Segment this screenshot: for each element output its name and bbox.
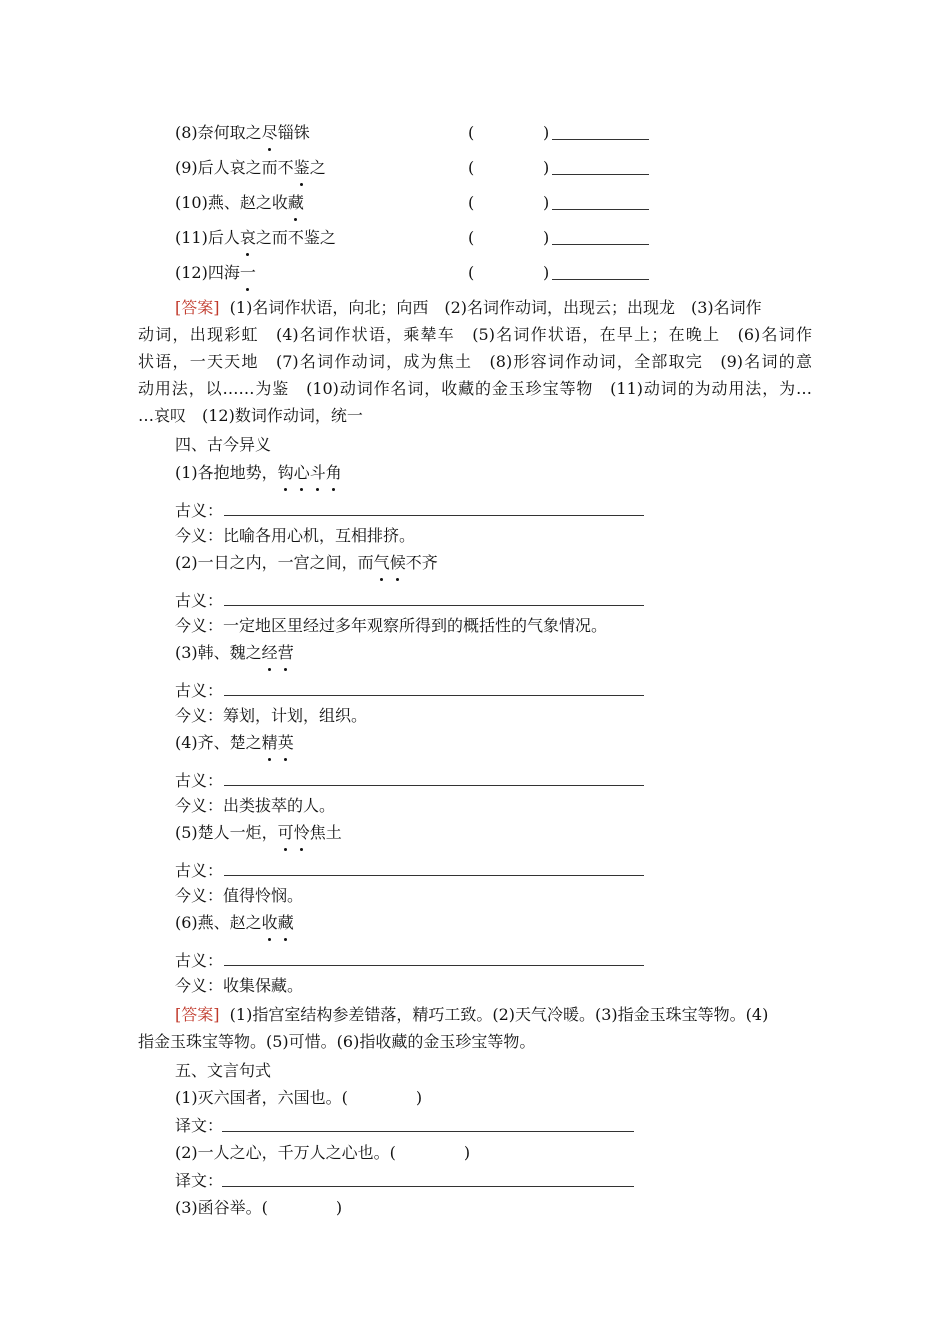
fill-item-10	[175, 192, 304, 214]
item-text: 之而不鉴之	[255, 228, 336, 247]
gujin-prompt-4	[175, 732, 294, 754]
prompt-text: 不齐	[405, 553, 438, 572]
gujin-prompt-1	[175, 462, 342, 484]
paren-close: )	[415, 1088, 423, 1107]
gujin-prompt-3	[175, 642, 294, 664]
gu-label: 古义：	[175, 861, 224, 880]
gu-row-5	[175, 860, 223, 882]
dotted-word: 藏	[287, 193, 304, 212]
answer-tag: [答案]	[175, 298, 220, 317]
gu-answer-blank[interactable]	[224, 695, 644, 696]
paren-open: (	[468, 228, 475, 247]
gu-answer-blank[interactable]	[224, 515, 644, 516]
item-text: (12)四海	[175, 263, 240, 282]
translation-label: 译文：	[175, 1171, 224, 1190]
jin-row-2: 今义：一定地区里经过多年观察所得到的概括性的气象情况。	[175, 616, 608, 635]
answer-blank[interactable]	[552, 139, 649, 140]
dotted-word: 精英	[261, 733, 294, 752]
translation-row-1	[175, 1115, 223, 1137]
answer-line-wrap: 指金玉珠宝等物。(5)可惜。(6)指收藏的金玉珍宝等物。	[138, 1032, 536, 1051]
dotted-word: 气候	[373, 553, 406, 572]
item-text: 锱铢	[277, 123, 310, 142]
dotted-word: 尽	[261, 123, 278, 142]
gujin-prompt-6	[175, 912, 294, 934]
answer-tag: [答案]	[175, 1005, 220, 1024]
section-heading-4: 四、古今异义	[175, 435, 272, 454]
translation-row-2	[175, 1170, 223, 1192]
item-text: (8)奈何取之	[175, 123, 262, 142]
prompt-text: (6)燕、赵之	[175, 913, 262, 932]
gu-row-1	[175, 500, 223, 522]
answer-line-wrap	[138, 324, 812, 346]
gu-answer-blank[interactable]	[224, 785, 644, 786]
gu-answer-blank[interactable]	[224, 965, 644, 966]
paren-open: (	[468, 193, 475, 212]
answer-line-wrap	[138, 351, 812, 373]
jin-row-1: 今义：比喻各用心机，互相排挤。	[175, 526, 416, 545]
jushi-text: (3)函谷举。(	[175, 1198, 268, 1217]
prompt-text: (2)一日之内，一宫之间，而	[175, 553, 374, 572]
gu-answer-blank[interactable]	[224, 605, 644, 606]
item-text: (9)后人哀之而不	[175, 158, 294, 177]
paren-close: )	[543, 123, 550, 142]
gu-label: 古义：	[175, 771, 224, 790]
gu-row-2	[175, 590, 223, 612]
answer-paragraph-3	[175, 297, 762, 319]
fill-item-11	[175, 227, 336, 249]
answer-line: …哀叹 (12)数词作动词，统一	[138, 406, 363, 425]
prompt-text: (4)齐、楚之	[175, 733, 262, 752]
gu-label: 古义：	[175, 591, 224, 610]
item-text: (11)后人	[175, 228, 240, 247]
fill-item-8	[175, 122, 310, 144]
answer-line-wrap	[138, 405, 363, 427]
paren-close: )	[543, 263, 550, 282]
gujin-prompt-5	[175, 822, 342, 844]
dotted-word: 经营	[261, 643, 294, 662]
gu-label: 古义：	[175, 951, 224, 970]
prompt-text: (3)韩、魏之	[175, 643, 262, 662]
translation-blank[interactable]	[222, 1186, 634, 1187]
answer-line: 动词，出现彩虹 (4)名词作状语，乘辇车 (5)名词作状语，在早上；在晚上 (6)名词作	[138, 325, 812, 344]
dotted-word: 一	[239, 263, 256, 282]
paren-open: (	[468, 123, 475, 142]
gujin-prompt-2	[175, 552, 438, 574]
answer-paragraph-4	[175, 1004, 812, 1026]
prompt-text: (5)楚人一炬，	[175, 823, 278, 842]
jushi-item-1	[175, 1087, 422, 1109]
prompt-text: (1)各抱地势，	[175, 463, 278, 482]
paren-close: )	[543, 158, 550, 177]
answer-blank[interactable]	[552, 279, 649, 280]
jin-row-6: 今义：收集保藏。	[175, 976, 304, 995]
dotted-word: 鉴	[293, 158, 310, 177]
paren-open: (	[468, 158, 475, 177]
jushi-text: (2)一人之心，千万人之心也。(	[175, 1143, 396, 1162]
gu-row-6	[175, 950, 223, 972]
jin-row-3: 今义：筹划，计划，组织。	[175, 706, 368, 725]
dotted-word: 可怜	[277, 823, 310, 842]
answer-blank[interactable]	[552, 244, 649, 245]
fill-item-12	[175, 262, 256, 284]
gu-label: 古义：	[175, 681, 224, 700]
answer-line: (1)指宫室结构参差错落，精巧工致。(2)天气冷暖。(3)指金玉珠宝等物。(4)	[229, 1005, 769, 1024]
section-heading-5: 五、文言句式	[175, 1061, 272, 1080]
jin-row-4: 今义：出类拔萃的人。	[175, 796, 336, 815]
paren-close: )	[543, 228, 550, 247]
fill-item-9	[175, 157, 326, 179]
jushi-text: (1)灭六国者，六国也。(	[175, 1088, 348, 1107]
item-text: (10)燕、赵之收	[175, 193, 288, 212]
answer-blank[interactable]	[552, 174, 649, 175]
answer-line: 状语，一天天地 (7)名词作动词，成为焦土 (8)形容词作动词，全部取完 (9)名词的意	[138, 352, 812, 371]
item-text: 之	[309, 158, 326, 177]
prompt-text: 焦土	[309, 823, 342, 842]
gu-row-4	[175, 770, 223, 792]
paren-close: )	[335, 1198, 343, 1217]
dotted-word: 钩心斗角	[277, 463, 342, 482]
answer-blank[interactable]	[552, 209, 649, 210]
dotted-word: 哀	[239, 228, 256, 247]
jushi-item-3	[175, 1197, 342, 1219]
jushi-item-2	[175, 1142, 470, 1164]
paren-close: )	[543, 193, 550, 212]
paren-close: )	[463, 1143, 471, 1162]
jin-row-5: 今义：值得怜悯。	[175, 886, 304, 905]
paren-open: (	[468, 263, 475, 282]
gu-label: 古义：	[175, 501, 224, 520]
dotted-word: 收藏	[261, 913, 294, 932]
translation-blank[interactable]	[222, 1131, 634, 1132]
answer-line: (1)名词作状语，向北；向西 (2)名词作动词，出现云；出现龙 (3)名词作	[229, 298, 762, 317]
gu-row-3	[175, 680, 223, 702]
answer-line-wrap	[138, 378, 812, 400]
translation-label: 译文：	[175, 1116, 224, 1135]
answer-line: 动用法，以……为鉴 (10)动词作名词，收藏的金玉珍宝等物 (11)动词的为动用法，为…	[138, 379, 812, 398]
gu-answer-blank[interactable]	[224, 875, 644, 876]
